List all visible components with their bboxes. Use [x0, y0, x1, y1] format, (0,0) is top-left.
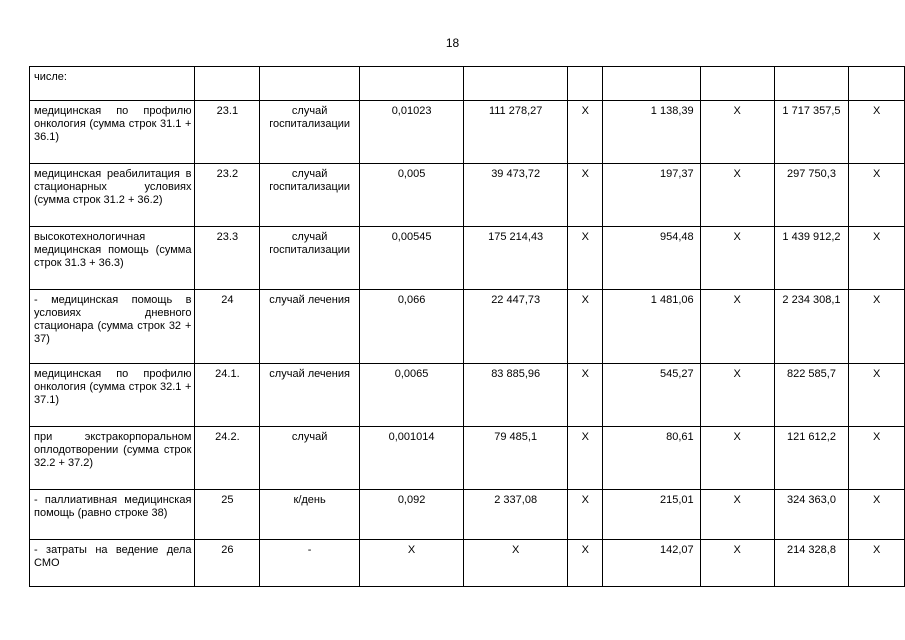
total-cell: [774, 67, 849, 101]
per-capita-cell: 1 481,06: [603, 290, 700, 364]
table-row: [30, 227, 905, 290]
x-cell: X: [849, 427, 905, 490]
x-cell: X: [568, 490, 603, 540]
cost-cell: X: [464, 540, 568, 587]
page-number: 18: [445, 36, 460, 50]
per-capita-cell: 215,01: [603, 490, 700, 540]
cost-cell: 111 278,27: [464, 101, 568, 164]
row-number: 24.1.: [195, 364, 260, 427]
norm-cell: 0,00545: [359, 227, 463, 290]
x-cell: X: [849, 227, 905, 290]
table-row: [30, 164, 905, 227]
row-name: числе:: [30, 67, 195, 101]
x-cell: X: [849, 164, 905, 227]
per-capita-cell: 197,37: [603, 164, 700, 227]
unit-cell: к/день: [260, 490, 360, 540]
unit-cell: случай госпитализации: [260, 227, 360, 290]
data-table: [29, 66, 905, 587]
norm-cell: 0,01023: [359, 101, 463, 164]
per-capita-cell: 142,07: [603, 540, 700, 587]
x-cell: X: [568, 101, 603, 164]
row-name: высокотехнологичная медицинская помощь (сумма строк 31.3 + 36.3): [30, 227, 195, 290]
x-cell: X: [568, 227, 603, 290]
unit-cell: случай госпитализации: [260, 164, 360, 227]
x-cell: X: [568, 540, 603, 587]
norm-cell: 0,001014: [359, 427, 463, 490]
row-name: медицинская по профилю онкология (сумма строк 32.1 + 37.1): [30, 364, 195, 427]
unit-cell: случай лечения: [260, 290, 360, 364]
per-capita-cell: 1 138,39: [603, 101, 700, 164]
table-row: [30, 290, 905, 364]
table-row: [30, 427, 905, 490]
unit-cell: случай госпитализации: [260, 101, 360, 164]
norm-cell: 0,092: [359, 490, 463, 540]
x-cell: X: [849, 364, 905, 427]
x-cell: X: [700, 364, 774, 427]
row-number: 23.1: [195, 101, 260, 164]
x-cell: [849, 67, 905, 101]
x-cell: X: [700, 427, 774, 490]
x-cell: X: [568, 427, 603, 490]
x-cell: X: [700, 164, 774, 227]
x-cell: X: [568, 290, 603, 364]
table-row: [30, 101, 905, 164]
total-cell: 1 439 912,2: [774, 227, 849, 290]
total-cell: 214 328,8: [774, 540, 849, 587]
total-cell: 2 234 308,1: [774, 290, 849, 364]
cost-cell: 22 447,73: [464, 290, 568, 364]
x-cell: X: [568, 164, 603, 227]
x-cell: X: [700, 490, 774, 540]
per-capita-cell: 545,27: [603, 364, 700, 427]
norm-cell: [359, 67, 463, 101]
norm-cell: 0,066: [359, 290, 463, 364]
unit-cell: случай: [260, 427, 360, 490]
total-cell: 297 750,3: [774, 164, 849, 227]
total-cell: 324 363,0: [774, 490, 849, 540]
x-cell: X: [849, 490, 905, 540]
cost-cell: 83 885,96: [464, 364, 568, 427]
x-cell: X: [700, 290, 774, 364]
x-cell: X: [700, 101, 774, 164]
per-capita-cell: [603, 67, 700, 101]
per-capita-cell: 80,61: [603, 427, 700, 490]
row-name: - затраты на ведение дела СМО: [30, 540, 195, 587]
unit-cell: случай лечения: [260, 364, 360, 427]
cost-cell: 2 337,08: [464, 490, 568, 540]
table-row: [30, 364, 905, 427]
norm-cell: 0,005: [359, 164, 463, 227]
cost-cell: 39 473,72: [464, 164, 568, 227]
total-cell: 822 585,7: [774, 364, 849, 427]
row-name: медицинская реабилитация в стационарных условиях (сумма строк 31.2 + 36.2): [30, 164, 195, 227]
per-capita-cell: 954,48: [603, 227, 700, 290]
row-number: 24.2.: [195, 427, 260, 490]
x-cell: X: [568, 364, 603, 427]
row-name: - медицинская помощь в условиях дневного стационара (сумма строк 32 + 37): [30, 290, 195, 364]
total-cell: 121 612,2: [774, 427, 849, 490]
x-cell: X: [849, 101, 905, 164]
row-number: 25: [195, 490, 260, 540]
cost-cell: 175 214,43: [464, 227, 568, 290]
unit-cell: -: [260, 540, 360, 587]
row-number: 23.2: [195, 164, 260, 227]
row-number: 26: [195, 540, 260, 587]
x-cell: X: [849, 540, 905, 587]
row-name: - паллиативная медицинская помощь (равно строке 38): [30, 490, 195, 540]
norm-cell: 0,0065: [359, 364, 463, 427]
row-number: [195, 67, 260, 101]
row-name: медицинская по профилю онкология (сумма строк 31.1 + 36.1): [30, 101, 195, 164]
row-name: при экстракорпоральном оплодотворении (сумма строк 32.2 + 37.2): [30, 427, 195, 490]
cost-cell: [464, 67, 568, 101]
table-row: [30, 67, 905, 101]
row-number: 24: [195, 290, 260, 364]
total-cell: 1 717 357,5: [774, 101, 849, 164]
row-number: 23.3: [195, 227, 260, 290]
norm-cell: X: [359, 540, 463, 587]
x-cell: [700, 67, 774, 101]
cost-cell: 79 485,1: [464, 427, 568, 490]
x-cell: X: [700, 227, 774, 290]
unit-cell: [260, 67, 360, 101]
x-cell: X: [849, 290, 905, 364]
table-row: [30, 540, 905, 587]
x-cell: [568, 67, 603, 101]
table-row: [30, 490, 905, 540]
x-cell: X: [700, 540, 774, 587]
